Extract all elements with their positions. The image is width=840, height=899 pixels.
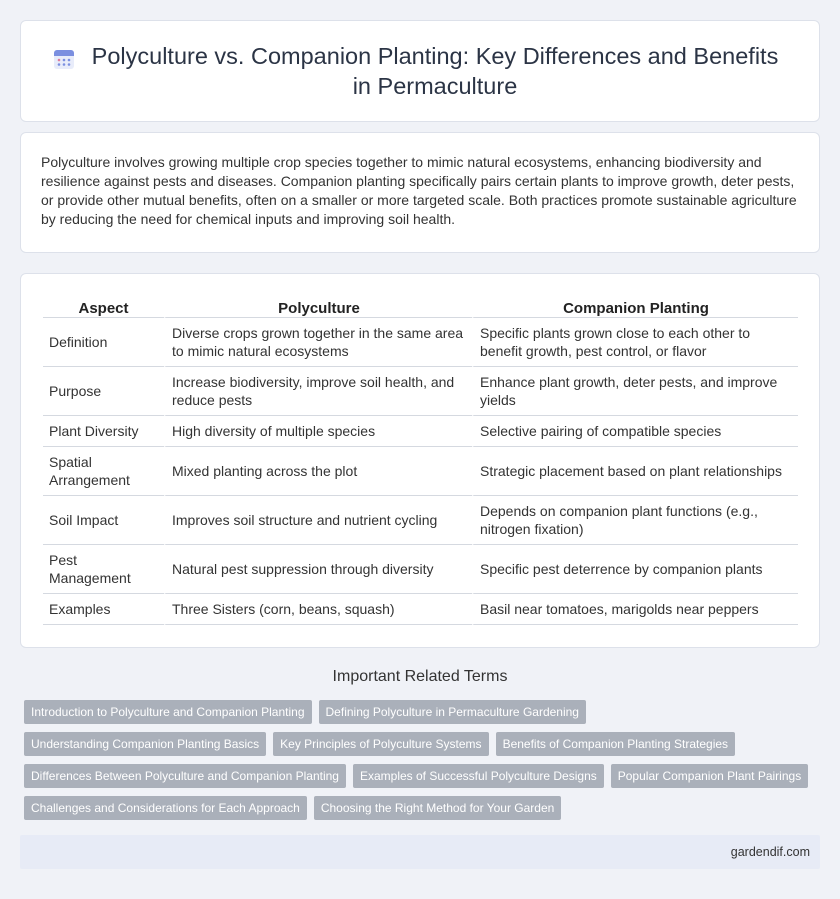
row-polyculture: Natural pest suppression through diversity: [164, 545, 472, 594]
row-companion: Depends on companion plant functions (e.g., nitrogen fixation): [472, 496, 798, 545]
row-aspect: Examples: [43, 594, 164, 625]
table-row: [43, 447, 798, 496]
row-aspect: Spatial Arrangement: [43, 447, 164, 496]
related-term-tag[interactable]: Defining Polyculture in Permaculture Gardening: [319, 700, 586, 724]
row-companion: Basil near tomatoes, marigolds near peppers: [472, 594, 798, 625]
row-aspect: Plant Diversity: [43, 416, 164, 447]
row-companion: Specific pest deterrence by companion plants: [472, 545, 798, 594]
related-term-tag[interactable]: Key Principles of Polyculture Systems: [273, 732, 488, 756]
footer: [20, 835, 820, 869]
row-aspect: Definition: [43, 318, 164, 367]
row-aspect: Pest Management: [43, 545, 164, 594]
table-row: [43, 594, 798, 625]
row-aspect: Purpose: [43, 367, 164, 416]
comparison-table: [43, 294, 798, 625]
table-row: [43, 318, 798, 367]
related-term-tag[interactable]: Understanding Companion Planting Basics: [24, 732, 266, 756]
row-polyculture: High diversity of multiple species: [164, 416, 472, 447]
row-polyculture: Diverse crops grown together in the same area to mimic natural ecosystems: [164, 318, 472, 367]
comparison-card: [20, 273, 820, 648]
row-companion: Strategic placement based on plant relationships: [472, 447, 798, 496]
related-terms-heading: Important Related Terms: [332, 668, 508, 685]
related-term-tag[interactable]: Introduction to Polyculture and Companion Planting: [24, 700, 312, 724]
header-aspect: Aspect: [43, 294, 164, 318]
intro-card: [20, 132, 820, 253]
row-polyculture: Improves soil structure and nutrient cycling: [164, 496, 472, 545]
page-title: Polyculture vs. Companion Planting: Key Differences and Benefits in Permaculture: [91, 43, 779, 99]
row-polyculture: Increase biodiversity, improve soil health, and reduce pests: [164, 367, 472, 416]
table-row: [43, 367, 798, 416]
table-row: [43, 416, 798, 447]
footer-site-link[interactable]: gardendif.com: [730, 845, 810, 859]
related-term-tag[interactable]: Choosing the Right Method for Your Garden: [314, 796, 561, 820]
table-row: [43, 545, 798, 594]
row-companion: Specific plants grown close to each other to benefit growth, pest control, or flavor: [472, 318, 798, 367]
related-term-tag[interactable]: Benefits of Companion Planting Strategies: [496, 732, 735, 756]
related-term-tag[interactable]: Differences Between Polyculture and Companion Planting: [24, 764, 346, 788]
row-companion: Enhance plant growth, deter pests, and improve yields: [472, 367, 798, 416]
row-polyculture: Three Sisters (corn, beans, squash): [164, 594, 472, 625]
related-term-tag[interactable]: Popular Companion Plant Pairings: [611, 764, 808, 788]
table-row: [43, 496, 798, 545]
related-terms-list: [24, 700, 824, 828]
header-polyculture: Polyculture: [164, 294, 472, 318]
header-card: [20, 20, 820, 122]
header-companion-planting: Companion Planting: [472, 294, 798, 318]
related-term-tag[interactable]: Challenges and Considerations for Each Approach: [24, 796, 307, 820]
row-aspect: Soil Impact: [43, 496, 164, 545]
row-polyculture: Mixed planting across the plot: [164, 447, 472, 496]
intro-paragraph: Polyculture involves growing multiple crop species together to mimic natural ecosystems, enhancing biodiversity and resilience against pests and diseases. Companion planting specifically pairs certain plants to improve growth, deter pests, or provide other mutual benefits, often on a smaller or more targeted scale. Both practices promote sustainable agriculture by reducing the need for chemical inputs and improving soil health.: [41, 154, 797, 227]
row-companion: Selective pairing of compatible species: [472, 416, 798, 447]
related-term-tag[interactable]: Examples of Successful Polyculture Designs: [353, 764, 604, 788]
